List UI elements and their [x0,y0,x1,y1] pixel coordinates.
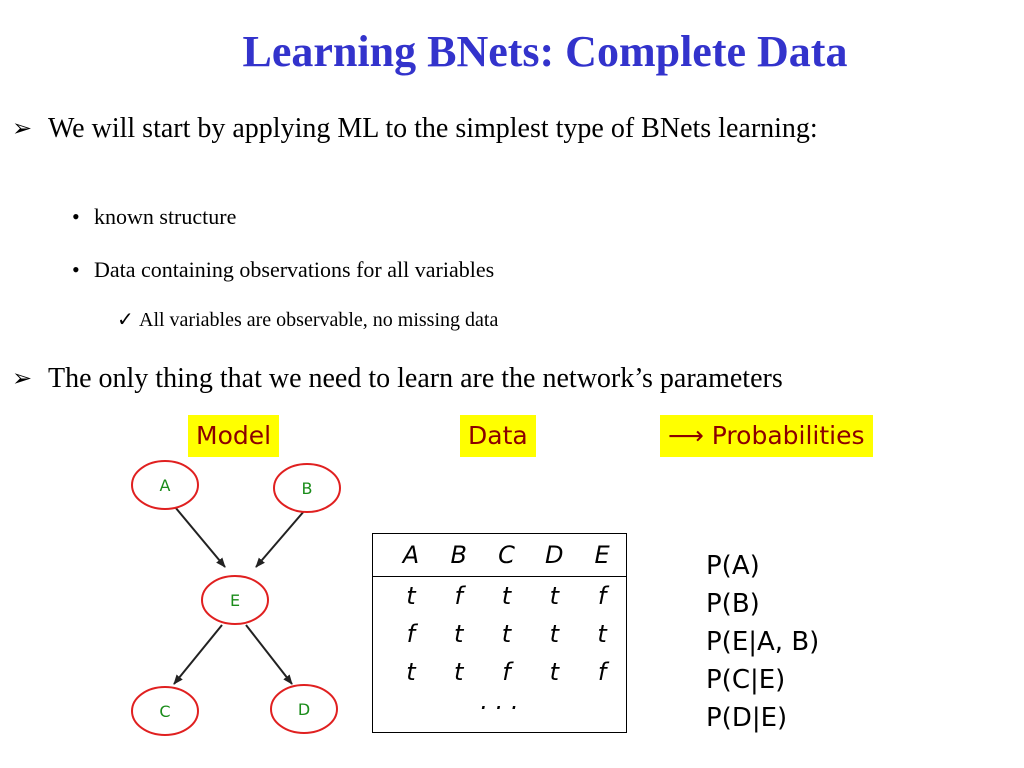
svg-text:C: C [159,702,171,721]
table-header-cell: A [402,541,420,569]
table-row [373,653,626,691]
probability-item: P(D|E) [706,703,788,733]
node-a [132,461,198,509]
table-cell: f [597,658,607,686]
model-label: Model [188,415,279,457]
probabilities-label: ⟶ Probabilities [660,415,873,457]
table-cell: t [597,620,607,648]
edge-a-e [175,507,225,567]
data-table [372,533,627,733]
svg-text:D: D [297,700,311,719]
table-header-row [373,534,626,577]
bullet-text: The only thing that we need to learn are the network’s parameters [48,363,783,394]
data-label: Data [460,415,536,457]
probability-item: P(E|A, B) [706,627,820,657]
table-cell: f [454,582,463,610]
table-cell: f [502,658,511,686]
edge-e-c [174,625,222,684]
probability-item: P(A) [706,551,760,581]
bullet-text: We will start by applying ML to the simplest type of BNets learning: [48,113,818,144]
svg-text:E: E [229,591,241,610]
table-row [373,577,626,615]
table-cell: t [453,620,464,648]
arrow-bullet-icon: ➢ [12,116,33,142]
table-cell: t [549,658,559,686]
table-cell: t [549,582,559,610]
svg-text:A: A [159,476,171,495]
edge-b-e [256,510,305,567]
edge-e-d [246,625,292,684]
probability-list [706,547,819,737]
dot-bullet-icon: • [72,257,80,282]
node-b [274,464,340,512]
table-header-cell: C [498,541,515,569]
node-c [132,687,198,735]
table-cell: t [549,620,559,648]
table-row [373,615,626,653]
table-cell: f [597,582,607,610]
sub-sub-bullet-text: All variables are observable, no missing data [139,309,499,331]
slide-title: Learning BNets: Complete Data [242,27,848,76]
svg-text:B: B [301,479,313,498]
table-cell: t [406,582,416,610]
table-cell: t [453,658,464,686]
probability-item: P(C|E) [706,665,786,695]
table-header-cell: D [545,541,564,569]
sub-bullet-text: known structure [94,204,237,229]
arrow-bullet-icon: ➢ [12,366,33,392]
sub-bullet-text: Data containing observations for all variables [94,257,495,282]
table-cell: t [501,620,512,648]
node-d [271,685,337,733]
table-header-cell: E [594,541,610,569]
table-header-cell: B [450,541,467,569]
dot-bullet-icon: • [72,204,80,229]
table-ellipsis: . . . [480,687,519,715]
node-e [202,576,268,624]
table-cell: t [406,658,416,686]
probability-item: P(B) [706,589,760,619]
table-cell: f [406,620,416,648]
table-cell: t [501,582,512,610]
checkmark-icon: ✓ [117,309,134,331]
